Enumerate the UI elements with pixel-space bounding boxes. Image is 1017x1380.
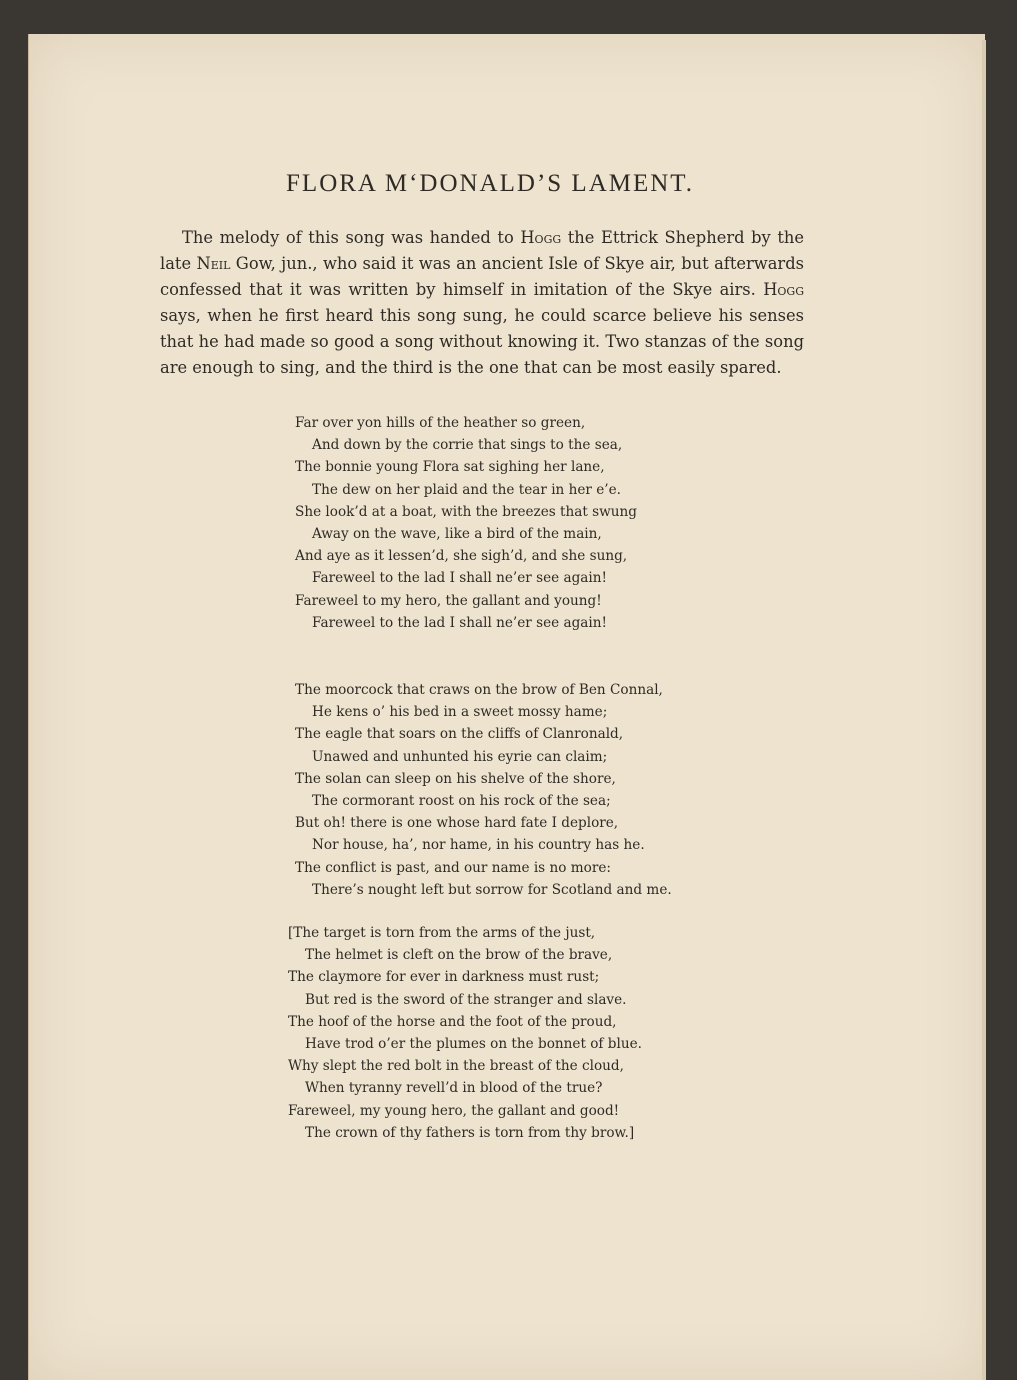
- verse-line: And aye as it lessen’d, she sigh’d, and she sung,: [295, 548, 628, 565]
- verse-line: The eagle that soars on the cliffs of Clanronald,: [295, 726, 624, 743]
- intro-paragraph: [160, 225, 804, 381]
- verse-line: But red is the sword of the stranger and slave.: [305, 991, 627, 1008]
- stanza-3: [288, 922, 748, 1144]
- verse-line: Why slept the red bolt in the breast of the cloud,: [288, 1058, 624, 1075]
- intro-text-2: the Ettrick Shepherd by the late: [160, 228, 804, 273]
- verse-line: Fareweel, my young hero, the gallant and good!: [288, 1102, 620, 1119]
- intro-text-1: The melody of this song was handed to: [182, 228, 521, 247]
- verse-line: There’s nought left but sorrow for Scotland and me.: [312, 881, 672, 898]
- verse-line: Away on the wave, like a bird of the main,: [312, 525, 602, 542]
- verse-line: The dew on her plaid and the tear in her e’e.: [312, 481, 621, 498]
- verse-line: Have trod o’er the plumes on the bonnet of blue.: [305, 1035, 642, 1052]
- stanza-2: [295, 679, 755, 901]
- verse-line: Far over yon hills of the heather so green,: [295, 415, 586, 431]
- verse-line: Fareweel to the lad I shall ne’er see again!: [312, 614, 607, 631]
- page-edge: [982, 40, 986, 1380]
- intro-name-neil: Neil: [196, 254, 231, 273]
- verse-line: And down by the corrie that sings to the sea,: [312, 437, 623, 454]
- verse-line: The moorcock that craws on the brow of Ben Connal,: [295, 682, 663, 698]
- verse-line: Unawed and unhunted his eyrie can claim;: [312, 748, 608, 765]
- verse-line: He kens o’ his bed in a sweet mossy hame;: [312, 704, 608, 721]
- page-title: FLORA M‘DONALD’S LAMENT.: [286, 170, 694, 197]
- verse-line: The conflict is past, and our name is no more:: [295, 859, 611, 876]
- stanza-1: [295, 412, 755, 634]
- verse-line: The claymore for ever in darkness must rust;: [288, 969, 600, 986]
- verse-line: The crown of thy fathers is torn from thy brow.]: [305, 1124, 635, 1141]
- intro-text-3: Gow, jun., who said it was an ancient Isle of Skye air, but afterwards confessed that it was written by himself in imitation of the Skye airs.: [160, 254, 804, 299]
- verse-line: The cormorant roost on his rock of the sea;: [312, 792, 611, 809]
- intro-name-hogg: Hogg: [520, 228, 562, 247]
- verse-line: She look’d at a boat, with the breezes that swung: [295, 503, 637, 520]
- verse-line: [The target is torn from the arms of the just,: [288, 925, 596, 941]
- verse-line: But oh! there is one whose hard fate I deplore,: [295, 815, 619, 832]
- verse-line: The solan can sleep on his shelve of the shore,: [295, 770, 616, 787]
- verse-line: Fareweel to my hero, the gallant and young!: [295, 592, 602, 609]
- verse-line: The hoof of the horse and the foot of the proud,: [288, 1013, 617, 1030]
- verse-line: When tyranny revell’d in blood of the true?: [305, 1080, 603, 1097]
- intro-name-hogg-2: Hogg: [763, 280, 804, 299]
- intro-text-4: says, when he first heard this song sung, he could scarce believe his senses that he had made so good a song without knowing it. Two stanzas of the song are enough to sing, and the third is the one that can be most easily spared.: [160, 306, 804, 377]
- verse-line: Fareweel to the lad I shall ne’er see again!: [312, 570, 607, 587]
- verse-line: Nor house, ha’, nor hame, in his country has he.: [312, 837, 645, 854]
- verse-line: The bonnie young Flora sat sighing her lane,: [295, 459, 605, 476]
- verse-line: The helmet is cleft on the brow of the brave,: [305, 947, 613, 964]
